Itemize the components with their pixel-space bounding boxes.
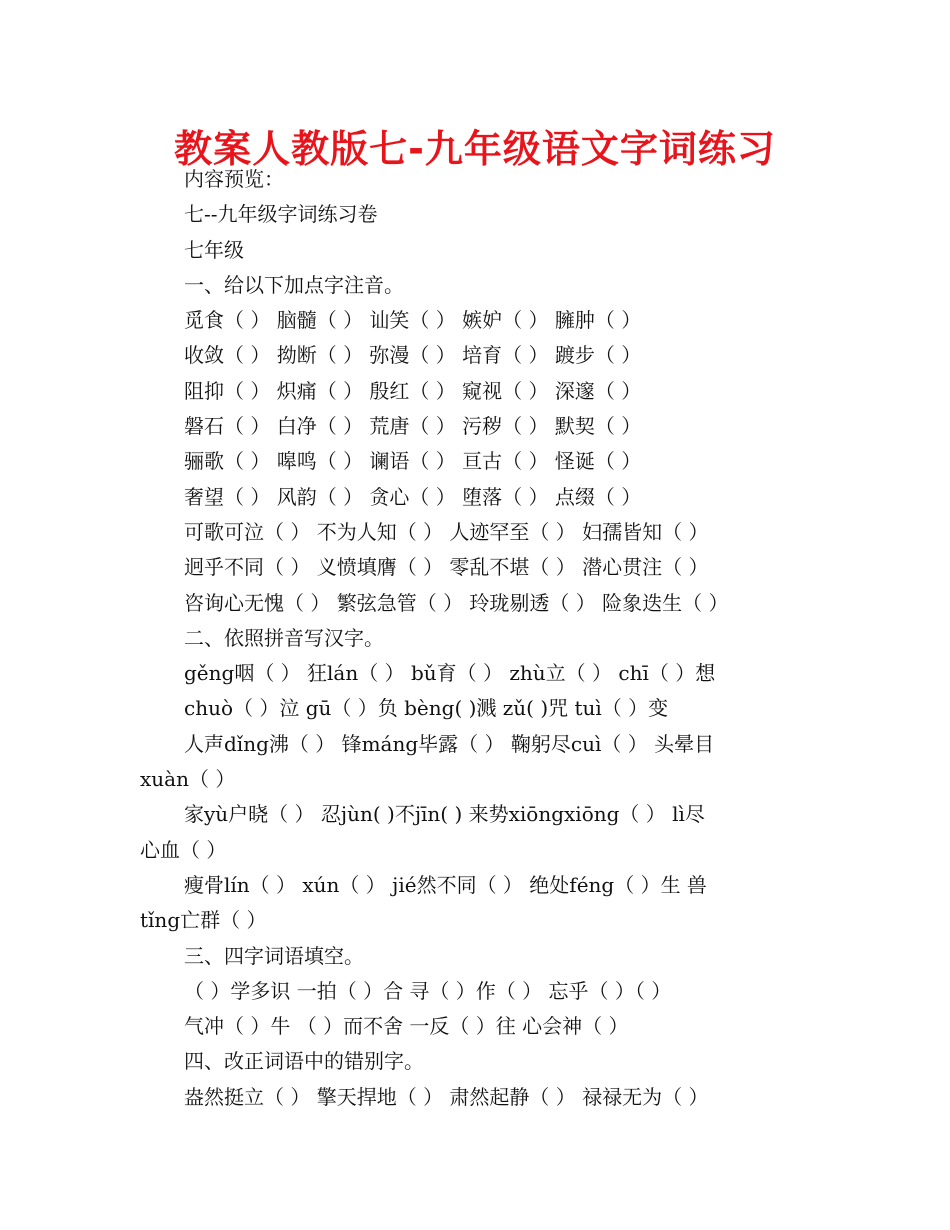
exercise-line: 人声dǐng沸（ ） 锋máng毕露（ ） 鞠躬尽cuì（ ） 头晕目 xyxy=(184,731,715,756)
exercise-line: gěng咽（ ） 狂lán（ ） bǔ育（ ） zhù立（ ） chī（ ）想 xyxy=(184,661,716,686)
grade-heading: 七年级 xyxy=(184,237,244,262)
exercise-line: 咨询心无愧（ ） 繁弦急管（ ） 玲珑剔透（ ） 险象迭生（ ） xyxy=(184,590,729,615)
exercise-line: 瘦骨lín（ ） xún（ ） jié然不同（ ） 绝处féng（ ）生 兽 xyxy=(184,872,707,897)
section-heading-3: 三、四字词语填空。 xyxy=(184,943,364,968)
section-heading-2: 二、依照拼音写汉字。 xyxy=(184,625,384,650)
exercise-line: 阻抑（ ） 炽痛（ ） 殷红（ ） 窥视（ ） 深邃（ ） xyxy=(184,378,642,403)
exercise-line-continued: xuàn（ ） xyxy=(140,767,236,792)
exercise-line: 气冲（ ）牛 （ ）而不舍 一反（ ）往 心会神（ ） xyxy=(184,1014,629,1039)
preview-label: 内容预览： xyxy=(184,167,284,191)
section-heading-4: 四、改正词语中的错别字。 xyxy=(184,1049,424,1074)
exercise-line: 收敛（ ） 拗断（ ） 弥漫（ ） 培育（ ） 踱步（ ） xyxy=(184,343,642,368)
document-title: 教案人教版七-九年级语文字词练习 xyxy=(174,127,776,171)
exercise-line: 盎然挺立（ ） 擎天捍地（ ） 肃然起静（ ） 禄禄无为（ ） xyxy=(184,1084,709,1109)
exercise-line: 觅食（ ） 脑髓（ ） 讪笑（ ） 嫉妒（ ） 臃肿（ ） xyxy=(184,308,642,333)
exercise-line: 磐石（ ） 白净（ ） 荒唐（ ） 污秽（ ） 默契（ ） xyxy=(184,414,642,439)
exercise-line: 骊歌（ ） 嗥鸣（ ） 谰语（ ） 亘古（ ） 怪诞（ ） xyxy=(184,449,642,474)
subtitle: 七--九年级字词练习卷 xyxy=(184,202,378,227)
exercise-line: 家yù户晓（ ） 忍jùn( )不jīn( ) 来势xiōngxiōng（ ） lì尽 xyxy=(184,802,705,827)
document-body xyxy=(140,162,820,1115)
exercise-line: 奢望（ ） 风韵（ ） 贪心（ ） 堕落（ ） 点缀（ ） xyxy=(184,484,642,509)
exercise-line: 迥乎不同（ ） 义愤填膺（ ） 零乱不堪（ ） 潜心贯注（ ） xyxy=(184,555,709,580)
exercise-line-continued: 心血（ ） xyxy=(140,837,227,862)
exercise-line-continued: tǐng亡群（ ） xyxy=(140,908,267,933)
exercise-line: 可歌可泣（ ） 不为人知（ ） 人迹罕至（ ） 妇孺皆知（ ） xyxy=(184,519,709,544)
exercise-line: chuò（ ）泣 gū（ ）负 bèng( )溅 zǔ( )咒 tuì（ ）变 xyxy=(184,696,669,721)
section-heading-1: 一、给以下加点字注音。 xyxy=(184,272,404,297)
exercise-line: （ ）学多识 一拍（ ）合 寻（ ）作（ ） 忘乎（ ）（ ） xyxy=(184,978,672,1003)
